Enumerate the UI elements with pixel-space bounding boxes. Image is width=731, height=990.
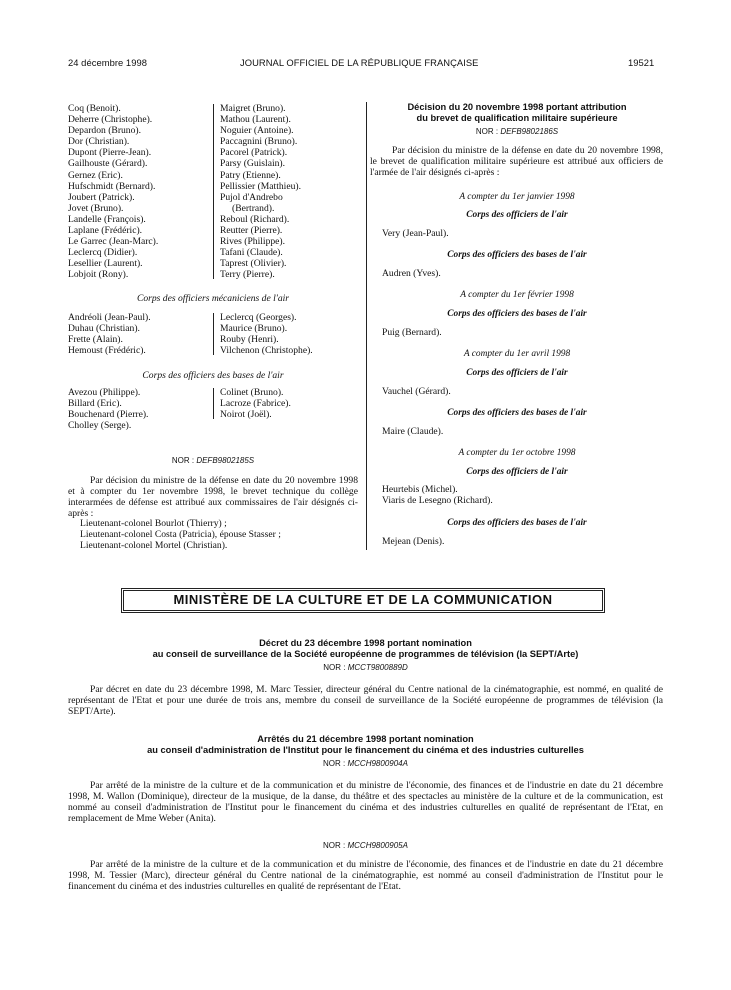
list-item: Dor (Christian). bbox=[68, 136, 130, 148]
list-item: Mathou (Laurent). bbox=[220, 114, 291, 126]
mecaniciens-list-col2 bbox=[220, 312, 313, 356]
corps-heading: Corps des officiers des bases de l'air bbox=[447, 518, 587, 528]
list-item: Maurice (Bruno). bbox=[220, 323, 288, 335]
effective-date: A compter du 1er février 1998 bbox=[460, 290, 574, 300]
list-item: Leclercq (Didier). bbox=[68, 247, 138, 259]
corps-heading: Corps des officiers de l'air bbox=[466, 368, 568, 378]
header-journal-title: JOURNAL OFFICIEL DE LA RÉPUBLIQUE FRANÇAISE bbox=[240, 57, 479, 68]
list-item: Rives (Philippe). bbox=[220, 236, 286, 248]
list-item: Avezou (Philippe). bbox=[68, 387, 141, 398]
nor-reference bbox=[372, 126, 662, 137]
corps-mecaniciens-heading: Corps des officiers mécaniciens de l'air bbox=[136, 293, 290, 304]
nor-reference bbox=[68, 455, 358, 466]
decree-title bbox=[68, 638, 663, 659]
column-divider bbox=[213, 388, 214, 419]
corps-heading: Corps des officiers des bases de l'air bbox=[447, 250, 587, 260]
column-divider bbox=[213, 313, 214, 355]
list-item: Lobjoit (Rony). bbox=[68, 269, 129, 281]
list-item: Coq (Benoit). bbox=[68, 103, 121, 114]
list-item: Paccagnini (Bruno). bbox=[220, 136, 298, 148]
corps-heading: Corps des officiers de l'air bbox=[466, 210, 568, 220]
list-item: Jovet (Bruno). bbox=[68, 202, 124, 214]
nor-reference bbox=[68, 840, 663, 851]
ministry-heading: MINISTÈRE DE LA CULTURE ET DE LA COMMUNICATION bbox=[123, 590, 603, 611]
list-item: Hemoust (Frédéric). bbox=[68, 345, 146, 357]
name-list-col1 bbox=[68, 103, 158, 281]
list-item: Reboul (Richard). bbox=[220, 213, 290, 225]
officer-name: Audren (Yves). bbox=[382, 268, 441, 279]
list-item: Parsy (Guislain). bbox=[220, 158, 286, 170]
effective-date: A compter du 1er janvier 1998 bbox=[459, 192, 575, 202]
decree-paragraph: Par décret en date du 23 décembre 1998, M. Marc Tessier, directeur général du Centre national de la cinématographie, est nommé, en qualité de représentant de l'Etat et pour une durée de trois ans, membre du conseil de surveillance de la Société européenne de programmes de télévision (la SEPT/Arte). bbox=[68, 684, 663, 718]
list-item: Gailhouste (Gérard). bbox=[68, 158, 148, 170]
list-item: Pujol d'Andrebo bbox=[220, 191, 283, 203]
header-page-number: 19521 bbox=[628, 57, 655, 68]
list-item: Terry (Pierre). bbox=[220, 269, 275, 281]
name-list-col2 bbox=[220, 103, 301, 281]
decision-intro: Par décision du ministre de la défense en date du 20 novembre 1998, le brevet de qualification militaire supérieure est attribué aux officiers de l'armée de l'air désignés ci-après : bbox=[370, 145, 663, 179]
decree-title-line2: au conseil de surveillance de la Société européenne de programmes de télévision (la SEPT/Arte) bbox=[152, 648, 579, 659]
list-item: Frette (Alain). bbox=[68, 334, 123, 346]
arrete-paragraph-1: Par arrêté de la ministre de la culture et de la communication et du ministre de l'économie, des finances et de l'industrie en date du 21 décembre 1998, M. Wallon (Dominique), directeur de la musique, de la danse, du théâtre et des spectacles au ministère de la culture et de la communication, est nommé au conseil d'administration de l'Institut pour le financement du cinéma et des industries culturelles en qualité de représentant de l'Etat, en remplacement de Mme Weber (Anita). bbox=[68, 780, 663, 825]
officer-name: Very (Jean-Paul). bbox=[382, 228, 449, 239]
nor-reference bbox=[68, 758, 663, 769]
corps-heading: Corps des officiers de l'air bbox=[466, 467, 568, 477]
list-item: Bouchenard (Pierre). bbox=[68, 409, 149, 421]
list-item: Depardon (Bruno). bbox=[68, 125, 141, 137]
column-divider bbox=[213, 104, 214, 279]
effective-date: A compter du 1er octobre 1998 bbox=[458, 448, 576, 458]
list-item: Duhau (Christian). bbox=[68, 323, 140, 335]
list-item: Noguier (Antoine). bbox=[220, 125, 294, 137]
decision-paragraph: Par décision du ministre de la défense en date du 20 novembre 1998 et à compter du 1er novembre 1998, le brevet technique du collège interarmées de défense est attribué aux commissaires de l'air désignés ci-après : bbox=[68, 475, 358, 520]
officers-list bbox=[80, 518, 281, 551]
arretes-title-line2: au conseil d'administration de l'Institut pour le financement du cinéma et des industries culturelles bbox=[147, 744, 584, 755]
list-item: Lieutenant-colonel Bourlot (Thierry) ; bbox=[80, 518, 227, 529]
list-item: Pacorel (Patrick). bbox=[220, 147, 288, 159]
list-item: Pellissier (Matthieu). bbox=[220, 180, 301, 192]
ministry-heading-box bbox=[121, 588, 605, 613]
list-item: Lacroze (Fabrice). bbox=[220, 398, 291, 410]
list-item: Noirot (Joël). bbox=[220, 409, 272, 421]
list-item: Colinet (Bruno). bbox=[220, 387, 284, 398]
nor-code: DEFB9802186S bbox=[500, 127, 559, 136]
arretes-title bbox=[68, 734, 663, 755]
list-item: Rouby (Henri). bbox=[220, 334, 279, 346]
list-item: Tafani (Claude). bbox=[220, 247, 283, 259]
officer-name: Viaris de Lesegno (Richard). bbox=[382, 495, 493, 506]
bases-list-col1 bbox=[68, 387, 148, 431]
nor-code: MCCH9800905A bbox=[347, 841, 408, 850]
list-item: Gernez (Eric). bbox=[68, 169, 123, 181]
list-item: Leclercq (Georges). bbox=[220, 312, 297, 323]
list-item: Dupont (Pierre-Jean). bbox=[68, 147, 152, 159]
list-item: Deherre (Christophe). bbox=[68, 114, 153, 126]
decision-title bbox=[372, 102, 662, 123]
list-item: Lieutenant-colonel Costa (Patricia), épouse Stasser ; bbox=[80, 529, 281, 541]
header-date: 24 décembre 1998 bbox=[68, 57, 147, 68]
corps-heading: Corps des officiers des bases de l'air bbox=[447, 309, 587, 319]
nor-code: MCCT9800889D bbox=[347, 663, 408, 672]
nor-label: NOR : bbox=[475, 127, 499, 136]
list-item: Le Garrec (Jean-Marc). bbox=[68, 236, 159, 248]
effective-date: A compter du 1er avril 1998 bbox=[463, 349, 571, 359]
nor-label: NOR : bbox=[171, 456, 195, 465]
decree-title-line1: Décret du 23 décembre 1998 portant nomination bbox=[259, 638, 472, 648]
list-item: Hufschmidt (Bernard). bbox=[68, 180, 156, 192]
list-item: Landelle (François). bbox=[68, 213, 146, 225]
officer-name: Maire (Claude). bbox=[382, 426, 444, 437]
list-item: Billard (Eric). bbox=[68, 398, 122, 410]
arrete-paragraph-2: Par arrêté de la ministre de la culture et de la communication et du ministre de l'économie, des finances et de l'industrie en date du 21 décembre 1998, M. Tessier (Marc), directeur général du Centre national de la cinématographie, est nommé au conseil d'administration de l'Institut pour le financement du cinéma et des industries culturelles en qualité de représentant de l'Etat. bbox=[68, 859, 663, 893]
list-item: Cholley (Serge). bbox=[68, 420, 132, 432]
arretes-title-line1: Arrêtés du 21 décembre 1998 portant nomination bbox=[257, 734, 474, 744]
officer-name: Mejean (Denis). bbox=[382, 536, 445, 547]
nor-label: NOR : bbox=[323, 841, 346, 850]
corps-bases-heading: Corps des officiers des bases de l'air bbox=[142, 370, 284, 381]
list-item: Maigret (Bruno). bbox=[220, 103, 286, 114]
nor-label: NOR : bbox=[323, 663, 346, 672]
nor-code: DEFB9802185S bbox=[196, 456, 255, 465]
mecaniciens-list-col1 bbox=[68, 312, 151, 356]
list-item: Joubert (Patrick). bbox=[68, 191, 135, 203]
nor-label: NOR : bbox=[323, 759, 346, 768]
list-item: (Bertrand). bbox=[232, 202, 275, 214]
list-item: Taprest (Olivier). bbox=[220, 258, 287, 270]
list-item: Lesellier (Laurent). bbox=[68, 258, 143, 270]
officer-name: Heurtebis (Michel). bbox=[382, 484, 458, 495]
corps-heading: Corps des officiers des bases de l'air bbox=[447, 408, 587, 418]
list-item: Vilchenon (Christophe). bbox=[220, 345, 313, 357]
list-item: Laplane (Frédéric). bbox=[68, 225, 143, 237]
column-separator bbox=[366, 102, 367, 550]
officer-name: Puig (Bernard). bbox=[382, 327, 442, 338]
nor-reference bbox=[68, 662, 663, 673]
list-item: Lieutenant-colonel Mortel (Christian). bbox=[80, 540, 228, 552]
bases-list-col2 bbox=[220, 387, 291, 420]
list-item: Reutter (Pierre). bbox=[220, 225, 283, 237]
decision-title-line2: du brevet de qualification militaire supérieure bbox=[416, 112, 618, 123]
decision-title-line1: Décision du 20 novembre 1998 portant attribution bbox=[407, 102, 627, 112]
nor-code: MCCH9800904A bbox=[347, 759, 408, 768]
list-item: Andréoli (Jean-Paul). bbox=[68, 312, 151, 323]
list-item: Patry (Etienne). bbox=[220, 169, 281, 181]
officer-name: Vauchel (Gérard). bbox=[382, 386, 451, 397]
